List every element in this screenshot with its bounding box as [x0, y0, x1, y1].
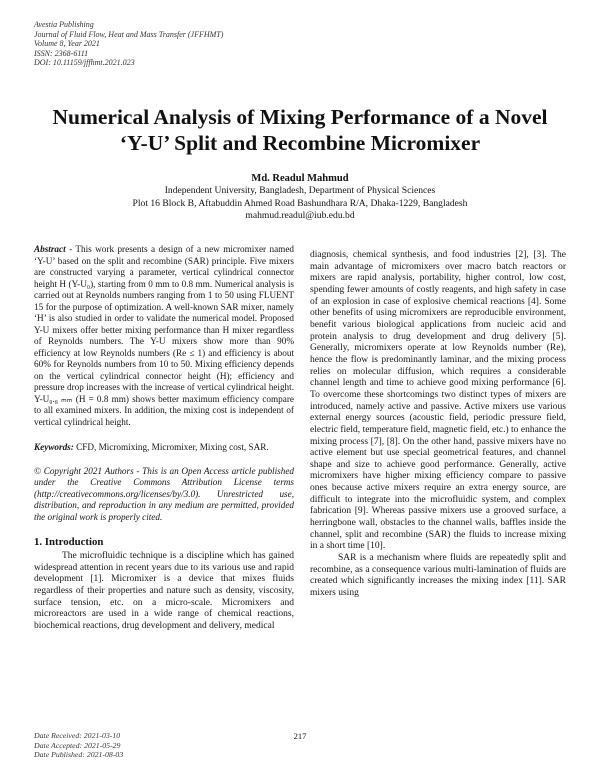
abstract	[34, 244, 294, 428]
title-line-1: Numerical Analysis of Mixing Performance of a Novel	[52, 105, 548, 129]
keywords-text: CFD, Micromixing, Micromixer, Mixing cost, SAR.	[73, 442, 269, 452]
author-affiliation: Independent University, Bangladesh, Department of Physical Sciences	[164, 185, 436, 196]
journal-issn: ISSN: 2368-6111	[34, 48, 89, 58]
author-address: Plot 16 Block B, Aftabuddin Ahmed Road Bashundhara R/A, Dhaka-1229, Bangladesh	[132, 197, 468, 209]
author-name: Md. Readul Mahmud	[251, 173, 349, 184]
author-block	[40, 172, 560, 223]
date-published: Date Published: 2021-08-03	[34, 750, 124, 759]
author-email[interactable]: mahmud.readul@iub.edu.bd	[245, 210, 355, 221]
date-accepted: Date Accepted: 2021-05-29	[34, 740, 121, 750]
right-column	[310, 250, 566, 600]
copyright-notice: © Copyright 2021 Authors - This is an Open Access article published under the Creative Commons Attribution License terms (http://creativecommons.org/licenses/by/3.0). Unrestricted use, distribution, and reproduction in any medium are permitted, provided the original work is properly cited.	[34, 465, 294, 522]
abstract-label: Abstract	[34, 244, 66, 254]
journal-name: Journal of Fluid Flow, Heat and Mass Transfer (JFFHMT)	[34, 29, 224, 39]
left-column	[34, 244, 294, 633]
publisher: Avestia Publishing	[34, 20, 94, 29]
keywords	[34, 442, 294, 454]
publication-dates	[34, 731, 123, 760]
paper-title	[20, 104, 580, 156]
date-received: Date Received: 2021-03-10	[34, 731, 121, 740]
section-heading-introduction: 1. Introduction	[34, 536, 104, 548]
page-number: 217	[293, 731, 307, 741]
title-line-2: ‘Y-U’ Split and Recombine Micromixer	[119, 131, 481, 155]
intro-paragraph-left: The microfluidic technique is a discipline which has gained widespread attention in recent years due to its various use and rapid development [1]. Micromixer is a device that mixes fluids regardless of their properties and nature such as density, viscosity, surface tension, etc. on a micro-scale. Micromixers and microreactors are used in a wide range of chemical reactions, biochemical reactions, drug development and delivery, medical	[34, 551, 294, 631]
journal-header	[34, 20, 223, 68]
keywords-label: Keywords:	[34, 442, 74, 452]
journal-volume: Volume 8, Year 2021	[34, 39, 100, 48]
intro-paragraph-right-2: SAR is a mechanism where fluids are repeatedly split and recombine, as a consequence various multi-lamination of fluids are created which significantly increases the mixing index [11]. SAR mixers using	[310, 553, 566, 599]
intro-paragraph-right-1: diagnosis, chemical synthesis, and food industries [2], [3]. The main advantage of micromixers over macro batch reactors or mixers are rapid analysis, portability, higher control, low cost, spending fewer amounts of costly reagents, and high safety in case of an explosion in case of explosive chemical reactions [4]. Some other benefits of using micromixers are reproducible environment, benefit various biological applications from nucleic acid and protein analysis to drug development and drug delivery [5]. Generally, micromixers operate at low Reynolds number (Re), hence the flow is predominantly laminar, and the mixing process relies on molecular diffusion, which requires a considerable channel length and time to achieve good mixing performance [6]. To overcome these shortcomings two distinct types of mixers are introduced, namely active and passive. Active mixers use various external energy sources (acoustic field, periodic pressure field, electric field, temperature field, magnetic field, etc.) to enhance the mixing process [7], [8]. On the other hand, passive mixers have no active element but use special geometrical features, and channel shape and size to achieve good performance. Generally, active micromixers have higher mixing efficiency compare to passive ones because active mixers require an extra energy source, are difficult to integrate into the microfluidic system, and complex fabrication [9]. Whereas passive mixers use a grooved surface, a herringbone wall, obstacles to the channel walls, baffles inside the channel, split and recombine (SAR) the fluids to increase mixing in a short time [10].	[310, 250, 566, 552]
abstract-text: - This work presents a design of a new micromixer named ‘Y-U’ based on the split and recombine (SAR) principle. Five mixers are constructed varying a parameter, vertical cylindrical connector height H (Y-U₀), starting from 0 mm to 0.8 mm. Numerical analysis is carried out at Reynolds numbers ranging from 1 to 50 using FLUENT 15 for the purpose of optimization. A well-known SAR mixer, namely ‘H’ is also studied in order to validate the numerical model. Proposed Y-U mixers offer better mixing performance than H mixer regardless of Reynolds numbers. The Y-U mixers show more than 90% efficiency at low Reynolds numbers (Re ≤ 1) and efficiency is about 60% for Reynolds numbers from 10 to 50. Mixing efficiency depends on the vertical cylindrical connector height (H); efficiency and pressure drop increases with the increase of vertical cylindrical height. Y-U₀.₈ ₘₘ (H = 0.8 mm) shows better maximum efficiency compare to all examined mixers. In addition, the mixing cost is independent of vertical cylindrical height.	[34, 244, 294, 427]
journal-doi: DOI: 10.11159/jffhmt.2021.023	[34, 58, 135, 67]
